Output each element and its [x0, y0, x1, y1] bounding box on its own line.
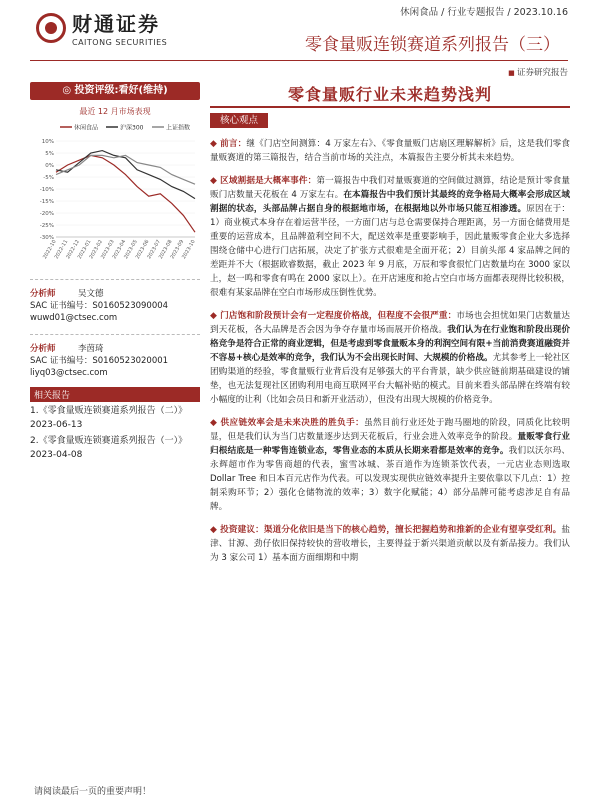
rating-badge — [30, 82, 200, 100]
x-tick-label: 2023-05 — [123, 239, 139, 261]
x-tick-label: 2023-10 — [181, 239, 197, 261]
analyst-block — [30, 279, 200, 379]
main-content — [210, 82, 570, 565]
analyst-cert: SAC 证书编号：S0160523020001 — [30, 356, 169, 366]
x-tick-label: 2023-07 — [146, 239, 162, 261]
chart-caption: 最近 12 月市场表现 — [79, 107, 151, 116]
analyst-1 — [30, 288, 200, 324]
related-reports — [30, 387, 200, 462]
section-bold-text: 量贩零食行业归根结底是一种零售连锁业态，零售业态的本质从长期来看都是效率的竞争。 — [210, 432, 570, 456]
x-tick-label: 2023-03 — [99, 239, 116, 261]
analyst-role: 分析师 — [30, 344, 56, 354]
section-heading: 供应链效率会是未来决胜的胜负手： — [220, 418, 365, 428]
y-tick-label: -20% — [39, 211, 54, 217]
section-regional — [210, 174, 570, 300]
rating-icon: ◎ — [62, 85, 75, 96]
x-tick-label: 2023-02 — [88, 239, 105, 261]
analyst-name: 李茵琦 — [78, 344, 104, 354]
analyst-cert: SAC 证书编号：S0160523090004 — [30, 301, 169, 311]
company-name-en: CAITONG SECURITIES — [72, 38, 168, 47]
analyst-email[interactable]: liyq03@ctsec.com — [30, 368, 108, 378]
legend-label: 休闲食品 — [74, 124, 99, 132]
y-tick-label: -15% — [39, 199, 54, 205]
legend-label: 上证指数 — [166, 124, 191, 132]
market-performance-chart — [30, 119, 200, 273]
section-text: 盐津、甘源、劲仔依旧保持较快的营收增长，主要得益于新兴渠道贡献以及有新品接力。我们认为 3 家公司 1）基本面方面细期和中期 — [210, 525, 570, 563]
diamond-bullet-icon: ◆ — [210, 525, 221, 535]
diamond-bullet-icon: ◆ — [210, 311, 221, 321]
section-heading: 门店饱和阶段预计会有一定程度价格战，但程度不会很严重： — [220, 311, 457, 321]
analyst-role: 分析师 — [30, 289, 56, 299]
analyst-name: 吴文德 — [78, 289, 104, 299]
chart-svg — [30, 119, 200, 269]
related-report-date: 2023-04-08 — [30, 450, 83, 460]
section-text: 市场也会担忧如果门店数量达到天花板，各大品牌是否会因为争夺存量市场而展开价格战。 — [210, 311, 570, 335]
analyst-email[interactable]: wuwd01@ctsec.com — [30, 313, 118, 323]
section-supply-chain — [210, 416, 570, 514]
report-header — [0, 0, 600, 82]
section-text: 第一篇报告中我们对量贩赛道的空间做过测算，结论是预计零食量贩门店数量天花板在 4 万家左右。 — [210, 176, 570, 200]
section-text: 虽然目前行业还处于跑马圈地的阶段，同质化比较明显，但是我们认为当门店数量逐步达到天花板后，行业会进入效率竞争的阶段。 — [210, 418, 570, 442]
x-tick-label: 2022-10 — [42, 239, 58, 261]
related-report-title[interactable]: 1.《零食量贩连锁赛道系列报告（二）》 — [30, 406, 188, 416]
y-tick-label: -10% — [39, 187, 54, 193]
series-line — [56, 155, 195, 232]
y-tick-label: -25% — [39, 223, 54, 229]
y-tick-label: 0% — [45, 163, 54, 169]
company-logo — [36, 8, 167, 47]
section-heading: 投资建议：渠道分化依旧是当下的核心趋势，擅长把握趋势和推新的企业有望享受红利。 — [220, 525, 562, 535]
sidebar — [30, 82, 200, 462]
research-tag: ■ 证券研究报告 — [508, 66, 568, 78]
x-tick-label: 2022-11 — [53, 239, 70, 261]
x-tick-label: 2023-04 — [111, 239, 128, 261]
rating-text: 投资评级:看好(维持) — [74, 85, 168, 96]
diamond-bullet-icon: ◆ — [210, 176, 221, 186]
section-text: 尤其参考上一轮社区团购渠道的经验，零食量贩行业背后没有足够强大的平台背景，缺少供应链前期基础建设的铺垫，也无法复现社区团购利用电商互联网平台大幅补贴的模式。目前来看头部品牌在终端有较小幅度的让利（比如会员日和新开业活动），但没有出现大规模的价格竞争。 — [210, 353, 570, 405]
section-heading: 前言： — [220, 139, 247, 149]
x-tick-label: 2023-09 — [169, 239, 186, 261]
x-tick-label: 2022-12 — [65, 239, 81, 261]
diamond-bullet-icon: ◆ — [210, 418, 221, 428]
x-tick-label: 2023-06 — [134, 239, 151, 261]
diamond-bullet-icon: ◆ — [210, 139, 221, 149]
section-preface — [210, 137, 570, 165]
y-tick-label: -5% — [43, 175, 54, 181]
header-divider — [30, 60, 568, 61]
section-bold-text: 我们认为在行业饱和阶段出现价格竞争是符合正常的商业逻辑，但是考虑到零食量贩本身的利润空间有限+当前消费赛道融资并不容易+核心是效率的竞争，我们认为不会出现长时间、大规模的价格战。 — [210, 325, 570, 363]
legend-label: 沪深300 — [120, 124, 144, 132]
section-investment — [210, 523, 570, 565]
section-text: 原因在于：1）商业模式本身存在着运营半径，一方面门店与总仓需要保持合理距离，另一方面仓储费用是重要的运营成本，且品牌盈利空间不大，配送效率是重要影响手，因此量贩零食企业大多选择围绕仓储中心进行门店拓展，决定了扩张方式很难是全面开花；2）目前头部 4 家品牌之间的差距并不大（根据欧睿数据，截止 2023 年 9 月底，万辰和零食很忙门店数量均在 3000 家以上，赵一鸣和零食有鸣在 2000 家以上）。在开店速度和抢占空白市场方面都表现得比较积极，很难有某家品牌在空白市场形成压倒性优势。 — [210, 204, 570, 298]
analyst-2 — [30, 334, 200, 379]
logo-mark-icon — [36, 13, 66, 43]
series-title: 零食量贩连锁赛道系列报告（三） — [305, 35, 560, 55]
section-price-war — [210, 309, 570, 407]
y-tick-label: 5% — [45, 151, 54, 157]
x-tick-label: 2023-08 — [157, 239, 174, 261]
section-text: 我们以沃尔玛、永辉超市作为零售商超的代表，蜜雪冰城、茶百道作为连锁茶饮代表，一元店业态则选取 Dollar Tree 和日本百元店作为代表。可以发现实现供应链效率提升主要依靠以下几点：1）控制采购环节；2）强化仓储物流的效率；3）数字化赋能；4）部分品牌可能考虑涉足自有品牌。 — [210, 446, 570, 512]
y-tick-label: -30% — [39, 235, 54, 241]
x-tick-label: 2023-01 — [76, 239, 93, 261]
core-views-tab: 核心观点 — [210, 113, 268, 128]
section-bold-text: 在本篇报告中我们预计其最终的竞争格局大概率会形成区域割据的状态，头部品牌占据自身的根据地市场，在根据地以外市场只能互相渗透。 — [210, 190, 570, 214]
series-line — [56, 155, 195, 184]
related-reports-heading: 相关报告 — [30, 387, 200, 402]
company-name-cn: 财通证券 — [72, 12, 160, 36]
breadcrumb: 休闲食品 / 行业专题报告 / 2023.10.16 — [400, 7, 568, 18]
y-tick-label: 10% — [41, 139, 54, 145]
section-text: 继《门店空间测算：4 万家左右》、《零食量贩门店扇区理解解析》后，这是我们零食量贩赛道的第三篇报告，结合当前市场的关注点，本篇报告主要分析其未来趋势。 — [210, 139, 570, 163]
related-report-date: 2023-06-13 — [30, 420, 83, 430]
related-report-title[interactable]: 2.《零食量贩连锁赛道系列报告（一）》 — [30, 436, 188, 446]
disclaimer-footer: 请阅读最后一页的重要声明！ — [34, 787, 152, 797]
report-title: 零食量贩行业未来趋势浅判 — [210, 82, 570, 108]
section-heading: 区域割据是大概率事件： — [220, 176, 317, 186]
